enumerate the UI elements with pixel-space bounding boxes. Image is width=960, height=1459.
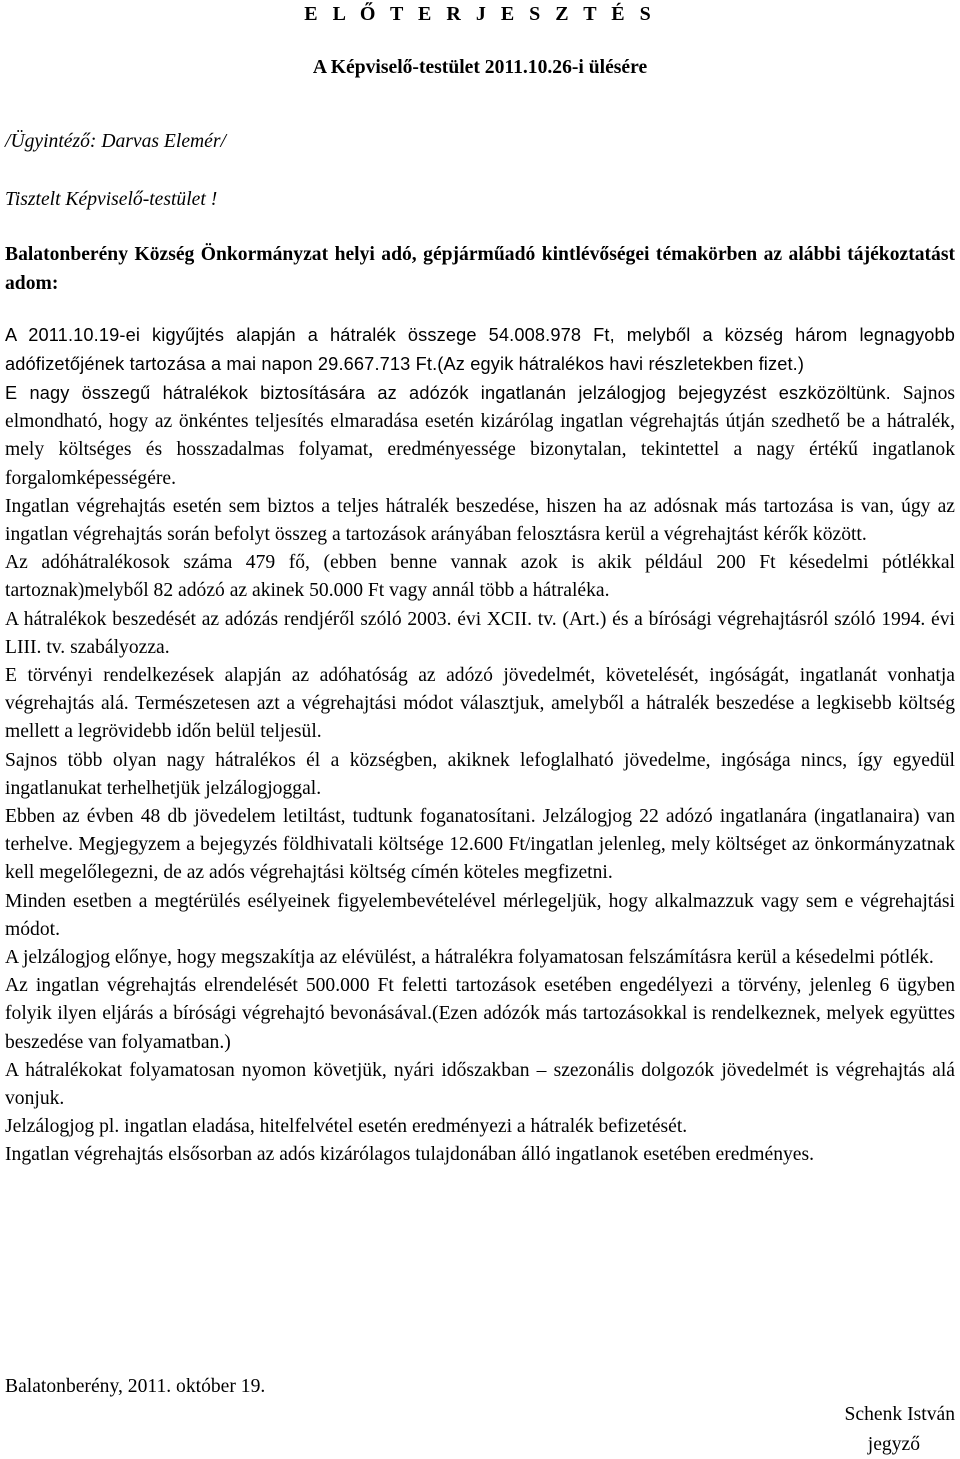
paragraph-legal-basis: A hátralékok beszedését az adózás rendjéről szóló 2003. évi XCII. tv. (Art.) és a bírósági végrehajtásról szóló 1994. évi LIII. tv. szabályozza. bbox=[5, 608, 955, 658]
place-and-date: Balatonberény, 2011. október 19. bbox=[5, 1376, 266, 1397]
paragraph-enforcement: Ingatlan végrehajtás esetén sem biztos a teljes hátralék beszedése, hiszen ha az adósnak más tartozása is van, úgy az ingatlan végrehajtás során befolyt összeg a tartozások arányában felosztásra kerül a végrehajtást kérők között. bbox=[5, 495, 955, 546]
paragraph-mortgage-lead: E nagy összegű hátralékok biztosítására az adózók ingatlanán jelzálogjog bejegyzést eszközöltünk. bbox=[5, 383, 891, 403]
paragraph-this-year: Ebben az évben 48 db jövedelem letiltást, tudtunk foganatosítani. Jelzálogjog 22 adózó ingatlanára (ingatlanaira) van terhelve. Megjegyzem a bejegyzés földhivatali költsége 12.600 Ft/ingatlan jelenleg, mely költséget az önkormányzatnak kell megelőlegezni, de az adós végrehajtási költség címén köteles megfizetni. bbox=[5, 806, 955, 884]
paragraph-mortgage-rest: Sajnos elmondható, hogy az önkéntes teljesítés elmaradása esetén kizárólag ingatlan végrehajtás útján szedhető be a hátralék, mely költséges és hosszadalmas folyamat, eredményessége bizonytalan, tekintettel a nagy értékű ingatlanok forgalomképességére. bbox=[5, 383, 955, 489]
paragraph-recovery-chances: Minden esetben a megtérülés esélyeinek figyelembevételével mérlegeljük, hogy alkalmazzuk vagy sem e végrehajtási módot. bbox=[5, 890, 955, 940]
paragraph-mortgage-advantage: A jelzálogjog előnye, hogy megszakítja az elévülést, a hátralékra folyamatosan felszámításra kerül a késedelmi pótlék. bbox=[5, 947, 934, 969]
document-title: E L Ő T E R J E S Z T É S bbox=[304, 3, 656, 25]
document-subtitle: A Képviselő-testület 2011.10.26-i ülésére bbox=[312, 57, 648, 78]
paragraph-mortgage-result: Jelzálogjog pl. ingatlan eladása, hitelfelvétel esetén eredményezi a hátralék befizetését. bbox=[5, 1116, 688, 1138]
paragraph-large-debtors: Sajnos több olyan nagy hátralékos él a községben, akiknek lefoglalható jövedelme, ingósága nincs, így egyedül ingatlanukat terhelhetjük jelzálogjoggal. bbox=[5, 749, 955, 799]
paragraph-property-enforcement: Az ingatlan végrehajtás elrendelését 500.000 Ft feletti tartozások esetében engedélyezi a törvény, jelenleg 6 ügyben folyik ilyen eljárás a bírósági végrehajtó bevonásával.(Ezen adózók más tartozásokkal is rendelkeznek, melyek együttes beszedése van folyamatban.) bbox=[5, 975, 955, 1053]
paragraph-arrears-total: A 2011.10.19-ei kigyűjtés alapján a hátralék összege 54.008.978 Ft, melyből a község három legnagyobb adófizetőjének tartozása a mai napon 29.667.713 Ft.(Az egyik hátralékos havi részletekben fizet.) bbox=[5, 325, 955, 374]
intro-paragraph: Balatonberény Község Önkormányzat helyi adó, gépjárműadó kintlévőségei témakörben az alábbi tájékoztatást adom: bbox=[5, 244, 955, 294]
document-body bbox=[5, 321, 955, 1170]
paragraph-conclusion: Ingatlan végrehajtás elsősorban az adós kizárólagos tulajdonában álló ingatlanok esetében eredményes. bbox=[5, 1144, 815, 1166]
case-handler-line: /Ügyintéző: Darvas Elemér/ bbox=[5, 131, 226, 152]
paragraph-enforcement-methods: E törvényi rendelkezések alapján az adóhatóság az adózó jövedelmét, követelését, ingóságát, ingatlanát vonhatja végrehajtás alá. Természetesen azt a végrehajtási módot választjuk, amelyből a hátralék beszedése a legkisebb költség mellett a legrövidebb időn belül teljesül. bbox=[5, 665, 955, 743]
signature-title: jegyző bbox=[867, 1434, 920, 1455]
paragraph-mortgage bbox=[5, 379, 955, 493]
salutation: Tisztelt Képviselő-testület ! bbox=[5, 189, 218, 210]
paragraph-monitoring: A hátralékokat folyamatosan nyomon követjük, nyári időszakban – szezonális dolgozók jövedelmét is végrehajtás alá vonjuk. bbox=[5, 1059, 955, 1110]
signature-name: Schenk István bbox=[844, 1404, 955, 1425]
paragraph-debtor-count: Az adóhátralékosok száma 479 fő, (ebben benne vannak azok is akik például 200 Ft késedelmi pótlékkal tartoznak)melyből 82 adózó az akinek 50.000 Ft vagy annál több a hátraléka. bbox=[5, 552, 955, 602]
